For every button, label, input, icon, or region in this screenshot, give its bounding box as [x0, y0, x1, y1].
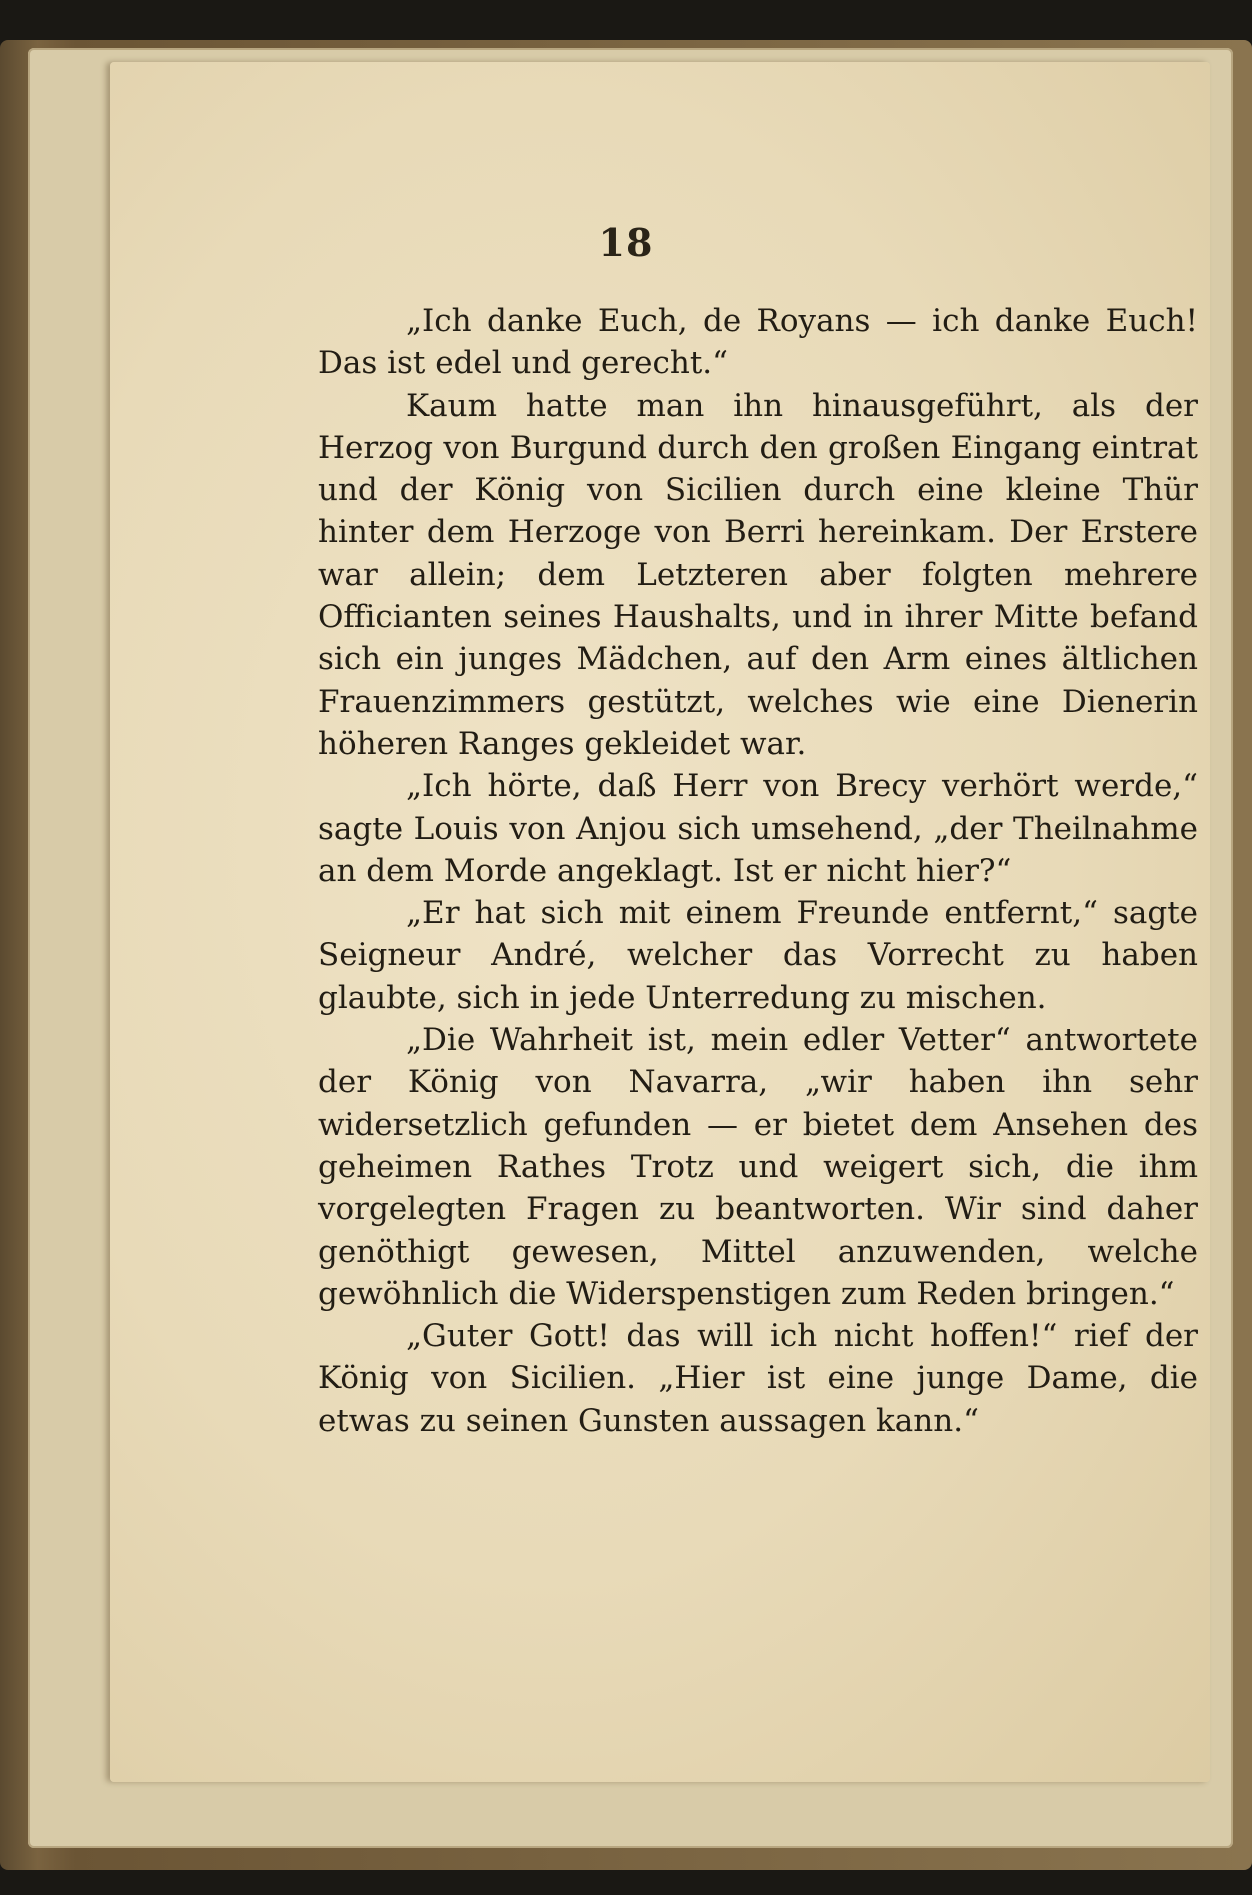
body-text: [318, 300, 1198, 1442]
page-number: 18: [598, 220, 654, 265]
paragraph: „Die Wahrheit ist, mein edler Vetter“ antwortete der König von Navarra, „wir haben ihn sehr widersetzlich gefunden — er bietet dem Ansehen des geheimen Rathes Trotz und weigert sich, die ihm vorgelegten Fragen zu beantworten. Wir sind daher genöthigt gewesen, Mittel anzuwenden, welche gewöhnlich die Widerspenstigen zum Reden bringen.“: [318, 1022, 1198, 1312]
paragraph: „Er hat sich mit einem Freunde entfernt,“ sagte Seigneur André, welcher das Vorrecht zu haben glaubte, sich in jede Unterredung zu mischen.: [318, 895, 1198, 1016]
paragraph: „Ich danke Euch, de Royans — ich danke Euch! Das ist edel und gerecht.“: [318, 303, 1198, 382]
paragraph: „Ich hörte, daß Herr von Brecy verhört werde,“ sagte Louis von Anjou sich umsehend, „der Theilnahme an dem Morde angeklagt. Ist er nicht hier?“: [318, 768, 1198, 889]
paragraph: „Guter Gott! das will ich nicht hoffen!“ rief der König von Sicilien. „Hier ist eine junge Dame, die etwas zu seinen Gunsten aussagen kann.“: [318, 1318, 1198, 1439]
paragraph: Kaum hatte man ihn hinausgeführt, als der Herzog von Burgund durch den großen Eingang eintrat und der König von Sicilien durch eine kleine Thür hinter dem Herzoge von Berri hereinkam. Der Erstere war allein; dem Letzteren aber folgten mehrere Officianten seines Haushalts, und in ihrer Mitte befand sich ein junges Mädchen, auf den Arm eines ältlichen Frauenzimmers gestützt, welches wie eine Dienerin höheren Ranges gekleidet war.: [318, 387, 1198, 762]
